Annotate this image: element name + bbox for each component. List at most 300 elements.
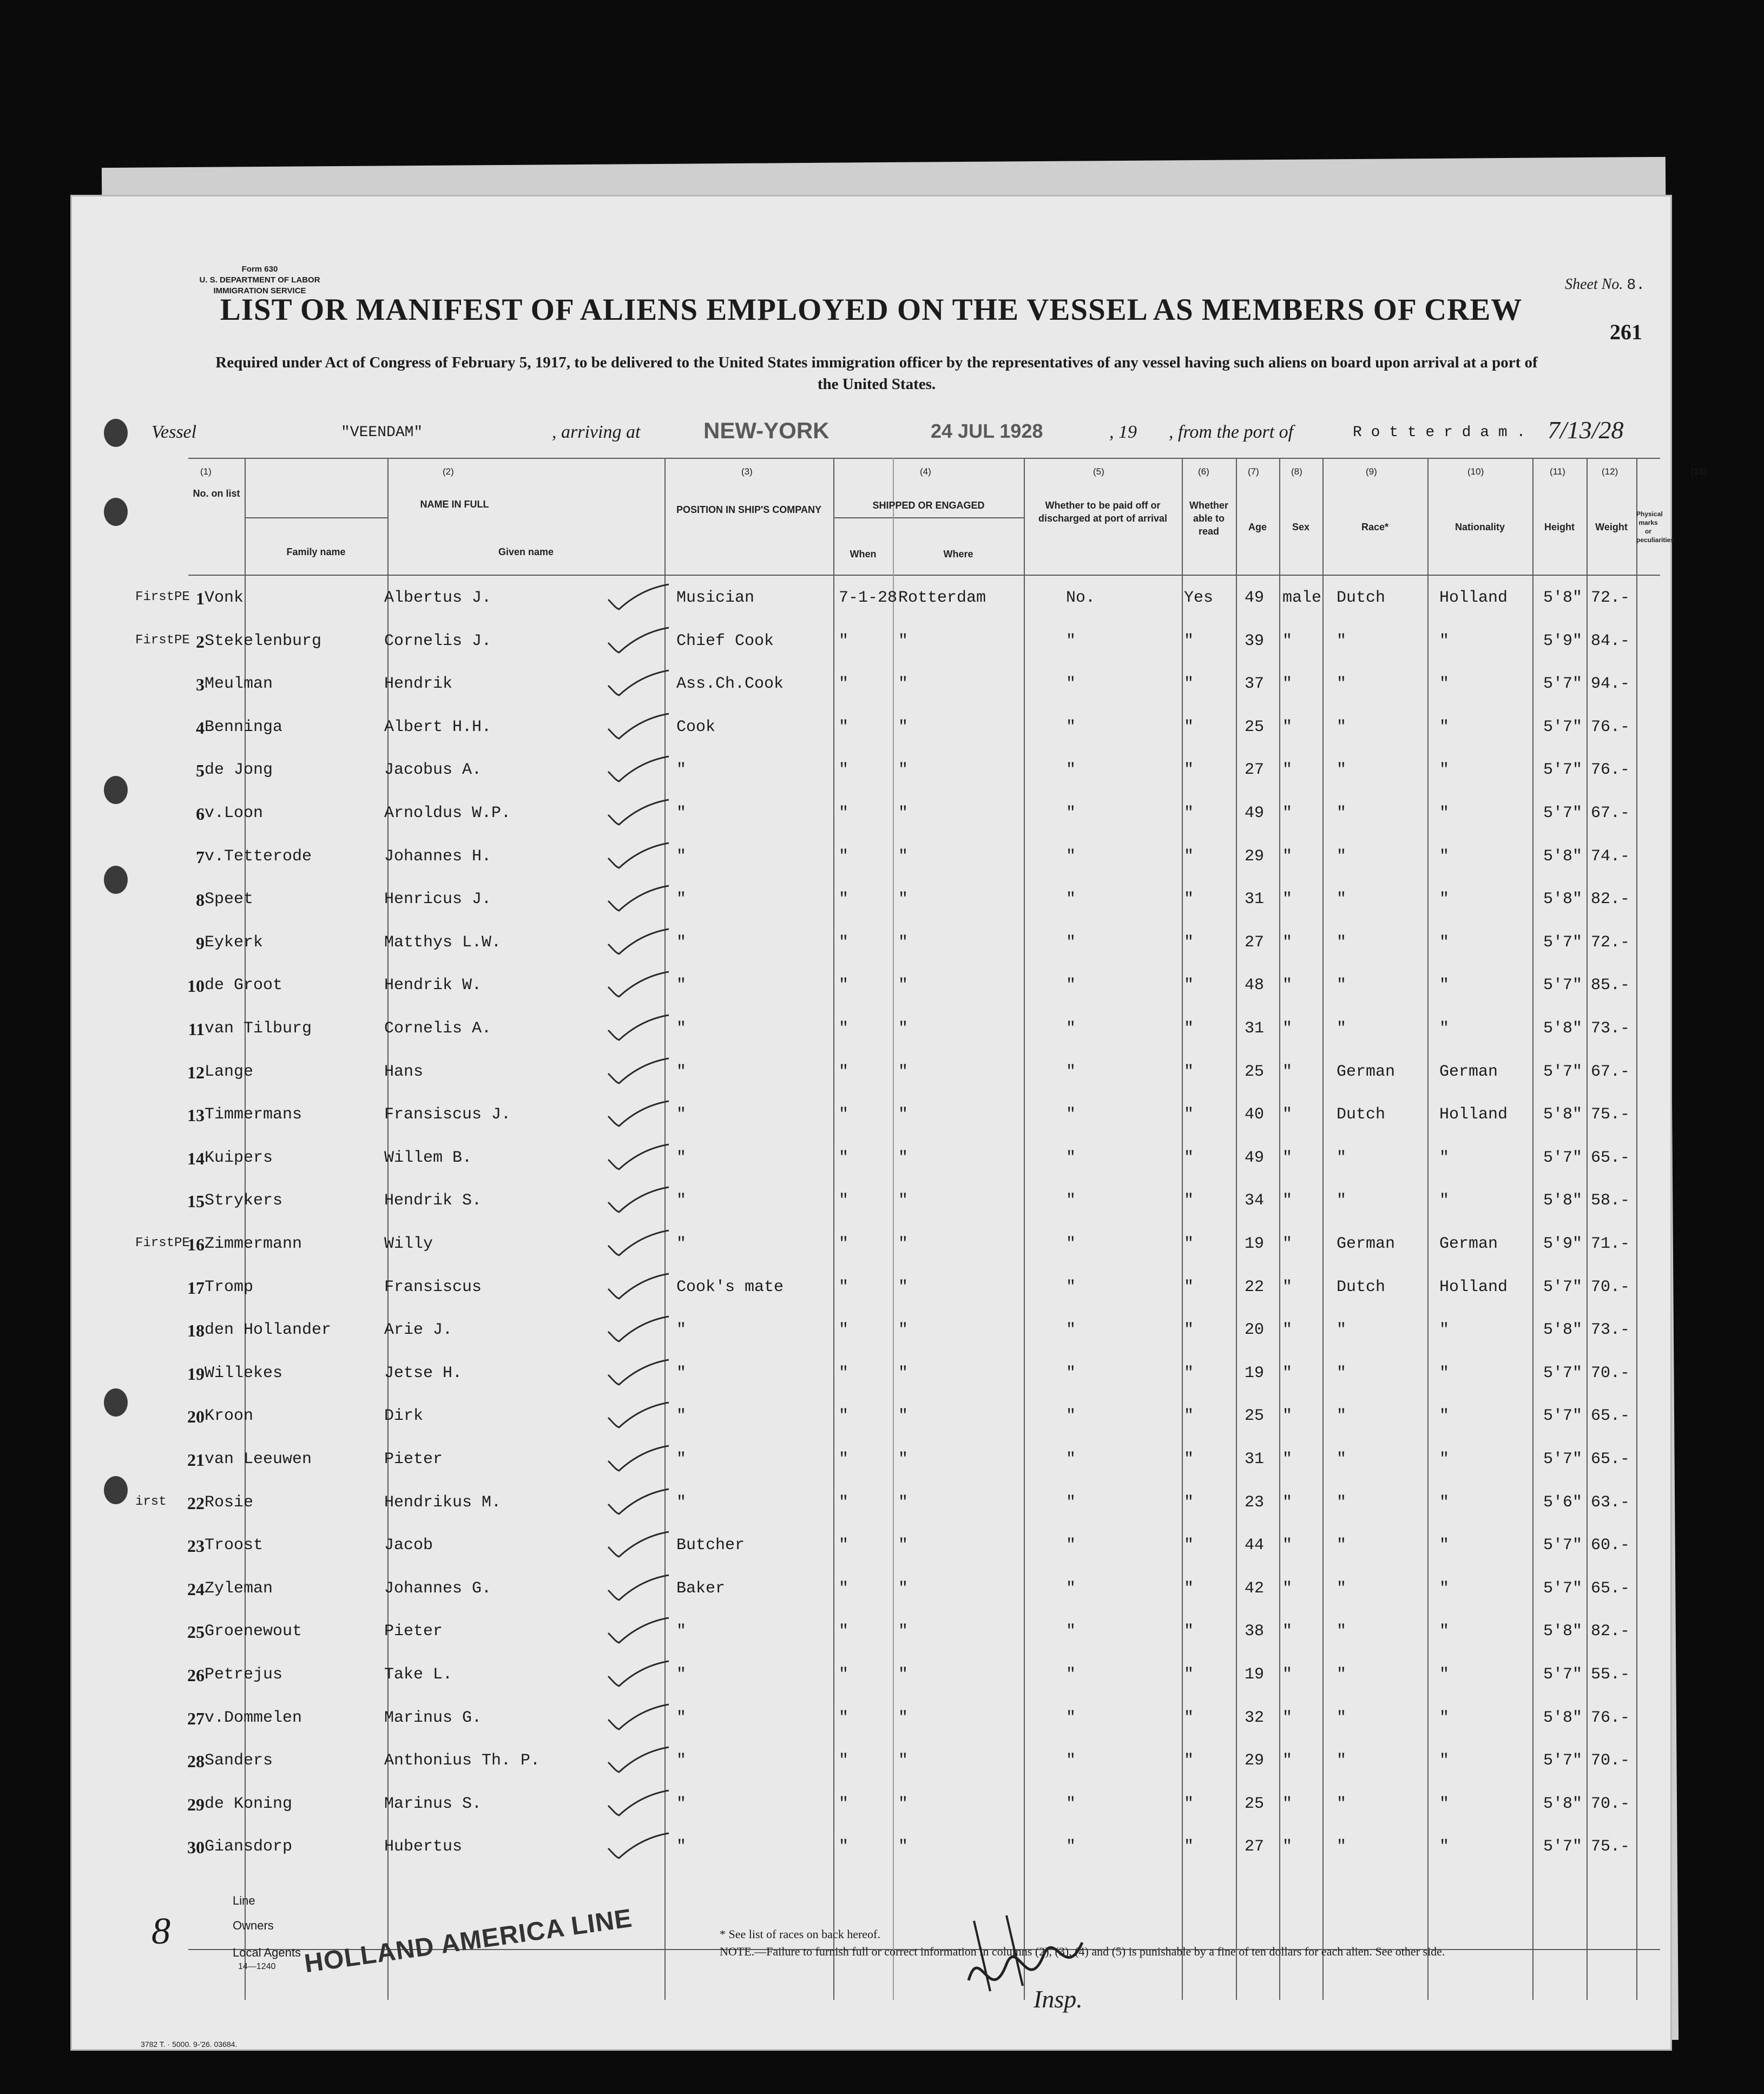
shipped-where: "	[898, 761, 909, 780]
shipped-when: "	[839, 675, 849, 694]
paid-off: "	[1066, 1536, 1076, 1555]
family-name: Petrejus	[205, 1665, 283, 1684]
given-name: Jacobus A.	[384, 761, 482, 780]
table-row	[70, 919, 1672, 962]
family-name: Eykerk	[205, 933, 264, 952]
position: "	[676, 1794, 687, 1813]
given-name: Marinus S.	[384, 1794, 482, 1813]
able-to-read: "	[1184, 1536, 1194, 1555]
shipped-when: "	[839, 1105, 849, 1124]
row-number: 7	[196, 847, 205, 867]
able-to-read: "	[1184, 1321, 1194, 1340]
departure-port: R o t t e r d a m .	[1353, 424, 1526, 441]
sex: "	[1282, 804, 1293, 822]
shipped-where: "	[898, 717, 909, 736]
position: "	[676, 1751, 687, 1770]
position: "	[676, 1708, 687, 1727]
paid-off: "	[1066, 717, 1076, 736]
sex: "	[1282, 1191, 1293, 1210]
given-name: Hendrik W.	[384, 976, 482, 995]
table-row	[70, 704, 1672, 747]
height: 5'8"	[1543, 1105, 1583, 1124]
given-name: Johannes H.	[384, 847, 492, 866]
department-name: U. S. DEPARTMENT OF LABOR	[199, 275, 320, 285]
shipped-where: "	[898, 1622, 909, 1641]
height: 5'7"	[1543, 1536, 1583, 1555]
shipped-where: "	[898, 804, 909, 822]
race: "	[1337, 1321, 1347, 1340]
vessel-name: "VEENDAM"	[341, 424, 423, 441]
weight: 71.-	[1591, 1235, 1630, 1253]
sex: "	[1282, 1278, 1293, 1296]
nationality: Holland	[1439, 1105, 1508, 1124]
check-mark-icon	[606, 583, 671, 610]
department-block	[179, 264, 341, 297]
paid-off: "	[1066, 675, 1076, 694]
weight: 65.-	[1591, 1148, 1630, 1167]
sex: "	[1282, 1493, 1293, 1512]
row-number: 4	[196, 717, 205, 737]
document-subtitle: Required under Act of Congress of February 5, 1917, to be delivered to the United States immigration officer by the representatives of any vessel having such aliens on board upon arrival at a port of the United States.	[215, 354, 1538, 393]
col-8: (8)	[1291, 466, 1302, 477]
check-mark-icon	[606, 1014, 671, 1041]
weight: 73.-	[1591, 1019, 1630, 1038]
nationality: "	[1439, 1364, 1450, 1382]
family-name: v.Loon	[205, 804, 264, 822]
margin-note: irst	[135, 1494, 167, 1509]
age: 38	[1245, 1622, 1265, 1641]
age: 49	[1245, 589, 1265, 607]
nationality: "	[1439, 1493, 1450, 1512]
position: "	[676, 1019, 687, 1038]
able-to-read: "	[1184, 890, 1194, 909]
race: "	[1337, 933, 1347, 952]
height: 5'8"	[1543, 1794, 1583, 1813]
sex: "	[1282, 933, 1293, 952]
age: 49	[1245, 1148, 1265, 1167]
race: "	[1337, 847, 1347, 866]
position: "	[676, 1665, 687, 1684]
age: 22	[1245, 1278, 1265, 1296]
able-to-read: "	[1184, 1235, 1194, 1253]
row-number: 27	[187, 1708, 205, 1728]
nationality: "	[1439, 976, 1450, 995]
family-name: Zimmermann	[205, 1235, 302, 1253]
shipped-where: "	[898, 1794, 909, 1813]
race: "	[1337, 1450, 1347, 1469]
position: Butcher	[676, 1536, 745, 1555]
table-row	[70, 1221, 1672, 1263]
check-mark-icon	[606, 1401, 671, 1428]
shipped-when: "	[839, 1407, 849, 1426]
given-name: Henricus J.	[384, 890, 492, 909]
weight: 82.-	[1591, 1622, 1630, 1641]
paid-off: "	[1066, 890, 1076, 909]
height: 5'7"	[1543, 1407, 1583, 1426]
year-label: , 19	[1109, 422, 1137, 442]
table-row	[70, 747, 1672, 789]
header-nationality: Nationality	[1454, 522, 1505, 532]
check-mark-icon	[606, 1057, 671, 1084]
holland-america-line-stamp: HOLLAND AMERICA LINE	[302, 1904, 634, 1979]
col-10: (10)	[1467, 466, 1484, 477]
vessel-line	[87, 411, 1656, 449]
sex: "	[1282, 1364, 1293, 1382]
able-to-read: "	[1184, 1062, 1194, 1081]
table-row	[70, 1049, 1672, 1091]
paid-off: "	[1066, 1751, 1076, 1770]
family-name: Benninga	[205, 717, 283, 736]
nationality: "	[1439, 933, 1450, 952]
check-mark-icon	[606, 971, 671, 998]
sex: "	[1282, 1105, 1293, 1124]
header-able-to-read: Whether able to read	[1189, 500, 1228, 537]
able-to-read: "	[1184, 933, 1194, 952]
position: "	[676, 1321, 687, 1340]
weight: 70.-	[1591, 1278, 1630, 1296]
header-position: POSITION IN SHIP'S COMPANY	[676, 504, 821, 515]
given-name: Fransiscus J.	[384, 1105, 511, 1124]
race: "	[1337, 1407, 1347, 1426]
age: 23	[1245, 1493, 1265, 1512]
given-name: Cornelis A.	[384, 1019, 492, 1038]
shipped-when: "	[839, 1019, 849, 1038]
table-row	[70, 1436, 1672, 1479]
age: 20	[1245, 1321, 1265, 1340]
row-number: 17	[187, 1278, 205, 1298]
able-to-read: "	[1184, 1450, 1194, 1469]
nationality: German	[1439, 1235, 1498, 1253]
able-to-read: "	[1184, 1278, 1194, 1296]
family-name: Zyleman	[205, 1579, 273, 1598]
race: German	[1337, 1235, 1396, 1253]
row-number: 9	[196, 933, 205, 953]
family-name: Strykers	[205, 1191, 283, 1210]
header-weight: Weight	[1595, 522, 1628, 532]
age: 31	[1245, 1019, 1265, 1038]
weight: 67.-	[1591, 1062, 1630, 1081]
margin-number: 8	[152, 1911, 170, 1952]
shipped-when: "	[839, 1450, 849, 1469]
paid-off: "	[1066, 1364, 1076, 1382]
given-name: Jetse H.	[384, 1364, 463, 1382]
sex: "	[1282, 1708, 1293, 1727]
header-given-name: Given name	[498, 546, 554, 557]
table-row	[70, 1393, 1672, 1435]
shipped-when: "	[839, 1708, 849, 1727]
col-9: (9)	[1366, 466, 1377, 477]
check-mark-icon	[606, 1273, 671, 1300]
table-row	[70, 1608, 1672, 1651]
paid-off: "	[1066, 761, 1076, 780]
paid-off: "	[1066, 1838, 1076, 1856]
col-7: (7)	[1248, 466, 1259, 477]
shipped-when: "	[839, 1579, 849, 1598]
paid-off: "	[1066, 631, 1076, 650]
weight: 67.-	[1591, 804, 1630, 822]
position: "	[676, 1493, 687, 1512]
nationality: "	[1439, 847, 1450, 866]
row-number: 1	[196, 589, 205, 608]
check-mark-icon	[606, 1445, 671, 1472]
able-to-read: "	[1184, 1708, 1194, 1727]
able-to-read: "	[1184, 1838, 1194, 1856]
table-row	[70, 1522, 1672, 1565]
race: German	[1337, 1062, 1396, 1081]
race: "	[1337, 1579, 1347, 1598]
shipped-when: "	[839, 1493, 849, 1512]
shipped-where: "	[898, 1062, 909, 1081]
row-number: 28	[187, 1751, 205, 1772]
height: 5'7"	[1543, 1148, 1583, 1167]
nationality: "	[1439, 631, 1450, 650]
nationality: German	[1439, 1062, 1498, 1081]
check-mark-icon	[606, 669, 671, 696]
shipped-where: "	[898, 1235, 909, 1253]
weight: 85.-	[1591, 976, 1630, 995]
able-to-read: "	[1184, 976, 1194, 995]
row-number: 25	[187, 1622, 205, 1642]
weight: 76.-	[1591, 761, 1630, 780]
page-number: 261	[1610, 320, 1642, 344]
row-number: 19	[187, 1364, 205, 1384]
shipped-when: "	[839, 1536, 849, 1555]
margin-note: FirstPE	[135, 590, 190, 604]
row-number: 14	[187, 1148, 205, 1168]
nationality: "	[1439, 1321, 1450, 1340]
height: 5'7"	[1543, 717, 1583, 736]
nationality: "	[1439, 1665, 1450, 1684]
shipped-when: "	[839, 631, 849, 650]
position: "	[676, 890, 687, 909]
check-mark-icon	[606, 1488, 671, 1515]
race: "	[1337, 1148, 1347, 1167]
shipped-where: "	[898, 1708, 909, 1727]
table-row	[70, 962, 1672, 1005]
given-name: Johannes G.	[384, 1579, 492, 1598]
margin-note: FirstPE	[135, 1236, 190, 1250]
check-mark-icon	[606, 885, 671, 912]
nationality: "	[1439, 1751, 1450, 1770]
check-mark-icon	[606, 842, 671, 869]
able-to-read: "	[1184, 761, 1194, 780]
race: "	[1337, 1838, 1347, 1856]
family-name: Willekes	[205, 1364, 283, 1382]
age: 25	[1245, 717, 1265, 736]
header-height: Height	[1544, 522, 1575, 532]
arrival-date-stamp: 24 JUL 1928	[931, 420, 1043, 442]
given-name: Hans	[384, 1062, 424, 1081]
row-number: 10	[187, 976, 205, 996]
header-where: Where	[943, 549, 973, 559]
weight: 65.-	[1591, 1407, 1630, 1426]
family-name: Stekelenburg	[205, 631, 322, 650]
shipped-where: "	[898, 1191, 909, 1210]
shipped-where: "	[898, 1278, 909, 1296]
row-number: 20	[187, 1407, 205, 1427]
sex: male	[1282, 589, 1322, 607]
paid-off: "	[1066, 1148, 1076, 1167]
able-to-read: "	[1184, 1794, 1194, 1813]
weight: 76.-	[1591, 1708, 1630, 1727]
table-row	[70, 1695, 1672, 1737]
check-mark-icon	[606, 1359, 671, 1386]
age: 32	[1245, 1708, 1265, 1727]
sex: "	[1282, 1751, 1293, 1770]
check-mark-icon	[606, 799, 671, 826]
position: "	[676, 1407, 687, 1426]
height: 5'8"	[1543, 847, 1583, 866]
check-mark-icon	[606, 1531, 671, 1558]
sex: "	[1282, 890, 1293, 909]
check-mark-icon	[606, 928, 671, 955]
shipped-where: "	[898, 675, 909, 694]
given-name: Albert H.H.	[384, 717, 492, 736]
paid-off: "	[1066, 1019, 1076, 1038]
position: "	[676, 1622, 687, 1641]
nationality: "	[1439, 675, 1450, 694]
check-mark-icon	[606, 1229, 671, 1256]
paid-off: "	[1066, 1579, 1076, 1598]
shipped-where: "	[898, 1407, 909, 1426]
table-row	[70, 1737, 1672, 1780]
paid-off: "	[1066, 1794, 1076, 1813]
punch-hole	[104, 498, 128, 526]
able-to-read: "	[1184, 1622, 1194, 1641]
able-to-read: Yes	[1184, 589, 1214, 607]
row-number: 21	[187, 1450, 205, 1470]
given-name: Anthonius Th. P.	[384, 1751, 541, 1770]
check-mark-icon	[606, 1746, 671, 1773]
note-penalty: NOTE.—Failure to furnish full or correct information in columns (2), (3), (4) and (5) is punishable by a fine of ten dollars for each alien. See other side.	[720, 1945, 1445, 1958]
shipped-where: "	[898, 1148, 909, 1167]
nationality: "	[1439, 890, 1450, 909]
paid-off: "	[1066, 1708, 1076, 1727]
age: 48	[1245, 976, 1265, 995]
race: "	[1337, 717, 1347, 736]
col-2: (2)	[443, 466, 454, 477]
position: Cook's mate	[676, 1278, 784, 1296]
family-name: Speet	[205, 890, 254, 909]
table-row	[70, 1781, 1672, 1823]
shipped-when: "	[839, 1622, 849, 1641]
row-number: 15	[187, 1191, 205, 1211]
paid-off: "	[1066, 1493, 1076, 1512]
age: 25	[1245, 1407, 1265, 1426]
nationality: "	[1439, 1148, 1450, 1167]
shipped-when: "	[839, 1794, 849, 1813]
race: Dutch	[1337, 1278, 1386, 1296]
position: "	[676, 1105, 687, 1124]
header-when: When	[850, 549, 877, 559]
height: 5'7"	[1543, 1665, 1583, 1684]
row-number: 23	[187, 1536, 205, 1556]
height: 5'8"	[1543, 589, 1583, 607]
shipped-where: "	[898, 1751, 909, 1770]
nationality: "	[1439, 1019, 1450, 1038]
footer-agents-code: 14—1240	[238, 1962, 276, 1971]
age: 19	[1245, 1235, 1265, 1253]
weight: 82.-	[1591, 890, 1630, 909]
table-row	[70, 618, 1672, 661]
row-number: 30	[187, 1838, 205, 1858]
row-number: 3	[196, 675, 205, 695]
header-family-name: Family name	[286, 546, 346, 557]
table-row	[70, 1135, 1672, 1177]
table-row	[70, 790, 1672, 833]
shipped-where: "	[898, 1321, 909, 1340]
col-6: (6)	[1198, 466, 1209, 477]
sex: "	[1282, 1536, 1293, 1555]
shipped-when: "	[839, 933, 849, 952]
weight: 63.-	[1591, 1493, 1630, 1512]
family-name: Groenewout	[205, 1622, 302, 1641]
age: 39	[1245, 631, 1265, 650]
shipped-when: "	[839, 976, 849, 995]
race: "	[1337, 890, 1347, 909]
paid-off: "	[1066, 933, 1076, 952]
position: Musician	[676, 589, 755, 607]
header-race: Race*	[1361, 522, 1389, 532]
family-name: van Leeuwen	[205, 1450, 312, 1469]
sex: "	[1282, 1062, 1293, 1081]
weight: 75.-	[1591, 1838, 1630, 1856]
paid-off: "	[1066, 1665, 1076, 1684]
height: 5'9"	[1543, 631, 1583, 650]
given-name: Arnoldus W.P.	[384, 804, 511, 822]
sex: "	[1282, 1665, 1293, 1684]
nationality: "	[1439, 1536, 1450, 1555]
weight: 94.-	[1591, 675, 1630, 694]
check-mark-icon	[606, 627, 671, 654]
family-name: Lange	[205, 1062, 254, 1081]
col-13: (13)	[1690, 466, 1707, 477]
given-name: Take L.	[384, 1665, 453, 1684]
shipped-where: "	[898, 1019, 909, 1038]
header-age: Age	[1248, 522, 1267, 532]
nationality: "	[1439, 1622, 1450, 1641]
sex: "	[1282, 1838, 1293, 1856]
header-physical-marks: Physical marks or peculiarities	[1636, 510, 1675, 544]
shipped-when: "	[839, 1838, 849, 1856]
row-number: 8	[196, 890, 205, 910]
check-mark-icon	[606, 1315, 671, 1342]
able-to-read: "	[1184, 1019, 1194, 1038]
table-row	[70, 1651, 1672, 1694]
table-row	[70, 1565, 1672, 1608]
weight: 76.-	[1591, 717, 1630, 736]
footer-owners-label: Owners	[233, 1919, 274, 1932]
family-name: Vonk	[205, 589, 244, 607]
given-name: Hendrikus M.	[384, 1493, 502, 1512]
height: 5'8"	[1543, 890, 1583, 909]
paid-off: "	[1066, 976, 1076, 995]
paid-off: "	[1066, 847, 1076, 866]
print-code: 3782 T. · 5000. 9-'26. 03684.	[141, 2040, 238, 2049]
age: 29	[1245, 1751, 1265, 1770]
height: 5'7"	[1543, 1364, 1583, 1382]
given-name: Hubertus	[384, 1838, 463, 1856]
age: 40	[1245, 1105, 1265, 1124]
age: 31	[1245, 890, 1265, 909]
shipped-when: 7-1-28	[839, 589, 898, 607]
position: "	[676, 804, 687, 822]
nationality: "	[1439, 1450, 1450, 1469]
nationality: "	[1439, 717, 1450, 736]
shipped-when: "	[839, 890, 849, 909]
paid-off: "	[1066, 1450, 1076, 1469]
given-name: Marinus G.	[384, 1708, 482, 1727]
